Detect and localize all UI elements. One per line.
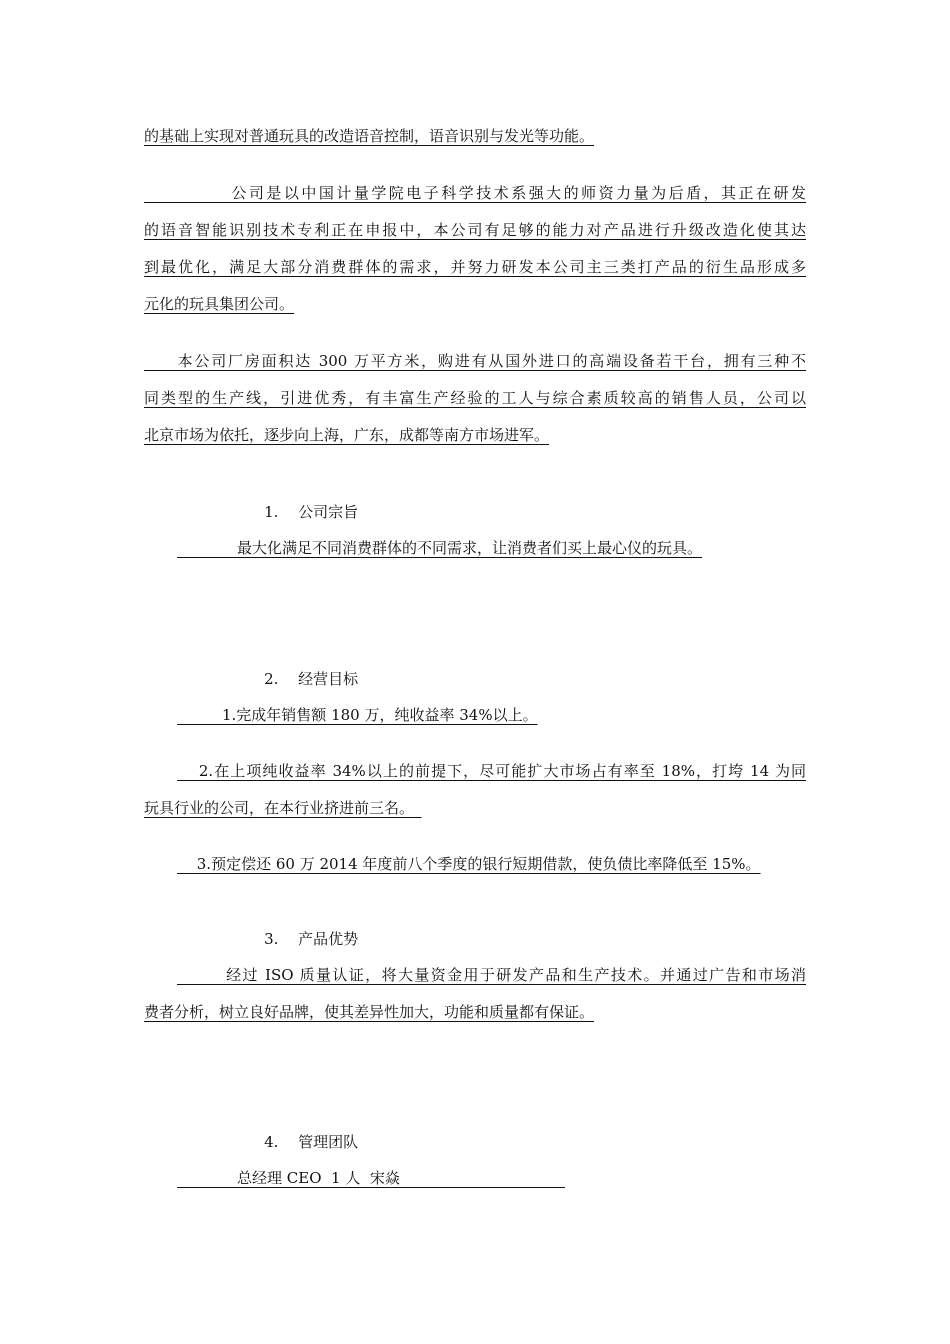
heading-text: 管理团队	[298, 1133, 359, 1151]
paragraph-line: 的基础上实现对普通玩具的改造语音控制，语音识别与发光等功能。	[144, 127, 595, 145]
list-item: 1.完成年销售额 180 万，纯收益率 34%以上。	[177, 706, 538, 724]
paragraph-line: 费者分析，树立良好品牌，使其差异性加大，功能和质量都有保证。	[144, 1003, 595, 1021]
paragraph-line: 到最优化，满足大部分消费群体的需求，并努力研发本公司主三类打产品的衍生品形成多	[144, 258, 806, 276]
section-heading	[245, 649, 358, 709]
heading-text: 经营目标	[298, 670, 359, 688]
paragraph-line: 最大化满足不同消费群体的不同需求，让消费者们买上最心仪的玩具。	[177, 539, 703, 557]
section-heading	[245, 1112, 358, 1172]
heading-number: 2.	[264, 670, 279, 688]
heading-text: 公司宗旨	[298, 503, 359, 521]
heading-text: 产品优势	[298, 930, 359, 948]
paragraph-line: 同类型的生产线，引进优秀，有丰富生产经验的工人与综合素质较高的销售人员，公司以	[144, 389, 806, 407]
section-heading	[245, 909, 358, 969]
paragraph-line: 本公司厂房面积达 300 万平方米，购进有从国外进口的高端设备若干台，拥有三种不	[144, 352, 806, 370]
team-member-line: 总经理 CEO 1 人 宋焱	[177, 1169, 565, 1187]
paragraph-line: 公司是以中国计量学院电子科学技术系强大的师资力量为后盾，其正在研发	[144, 184, 806, 202]
paragraph-line: 元化的玩具集团公司。	[144, 295, 295, 313]
paragraph-line: 北京市场为依托，逐步向上海，广东，成都等南方市场进军。	[144, 426, 550, 444]
list-item: 3.预定偿还 60 万 2014 年度前八个季度的银行短期借款，使负债比率降低至 15%。	[177, 855, 761, 873]
paragraph-line: 经过 ISO 质量认证，将大量资金用于研发产品和生产技术。并通过广告和市场消	[177, 966, 806, 984]
heading-number: 1.	[264, 503, 279, 521]
list-item: 2.在上项纯收益率 34%以上的前提下，尽可能扩大市场占有率至 18%，打垮 14 为同	[177, 762, 806, 780]
section-heading	[245, 482, 358, 542]
heading-number: 3.	[264, 930, 279, 948]
list-item: 玩具行业的公司，在本行业挤进前三名。	[144, 799, 422, 817]
paragraph-line: 的语音智能识别技术专利正在申报中，本公司有足够的能力对产品进行升级改造化使其达	[144, 221, 806, 239]
heading-number: 4.	[264, 1133, 279, 1151]
